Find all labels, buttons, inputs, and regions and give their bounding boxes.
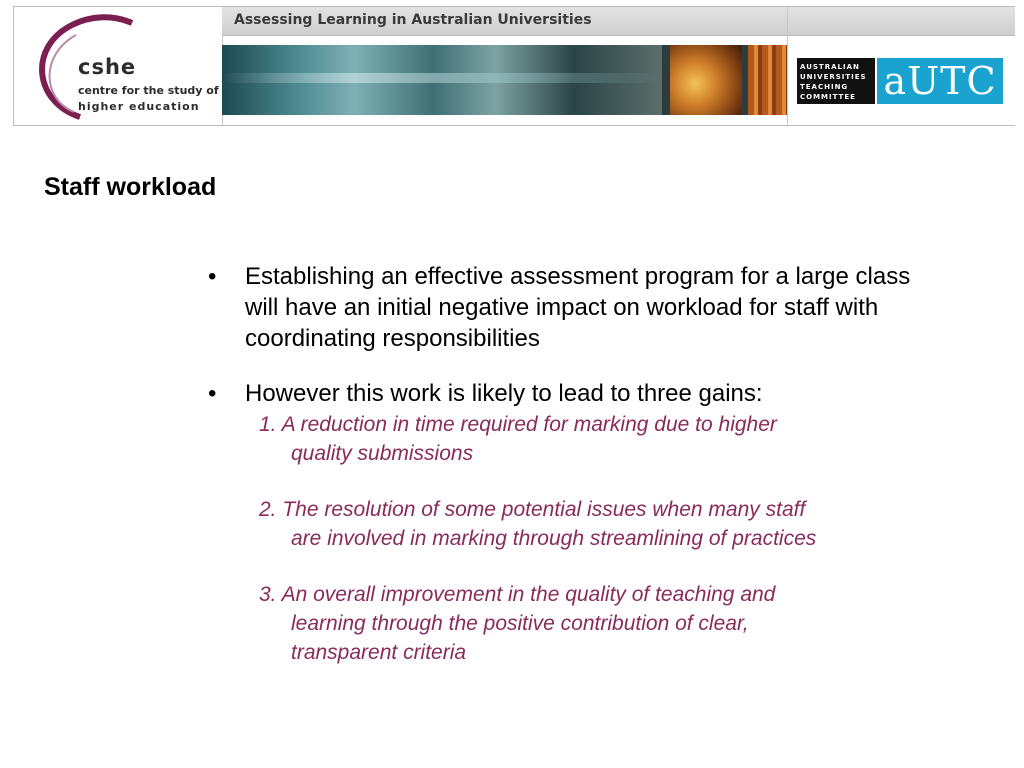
bullet-text: Establishing an effective assessment program for a large class will have an initial negative impact on workload for staff with coordinating responsibilities [245,263,911,352]
gain-text: 3. An overall improvement in the quality of teaching and [259,583,776,606]
autc-top-strip [788,7,1015,36]
slide-heading: Staff workload [44,173,217,201]
cshe-tagline-1: centre for the study of [78,84,219,97]
cshe-logo [14,7,223,125]
gain-item [259,580,959,667]
banner-image-pattern [748,45,787,115]
banner-image-lamp [670,45,742,115]
autc-logo [787,7,1015,125]
bullet-text: However this work is likely to lead to three gains: [245,380,763,407]
bullet-icon: • [208,263,217,290]
gain-text-cont: are involved in marking through streamlining of practices [291,527,817,550]
gain-item [259,495,959,553]
autc-line-2: UNIVERSITIES [800,73,867,81]
banner-title-strip [222,7,787,36]
bullet-item [208,378,928,409]
banner-image-strip [222,45,787,115]
gain-text-cont: learning through the positive contribution of clear, [291,612,749,635]
gain-item [259,410,959,468]
bullet-icon: • [208,380,217,407]
autc-line-4: COMMITTEE [800,93,856,101]
gain-text-cont: transparent criteria [291,641,467,664]
header-banner [13,6,1015,126]
bullet-item [208,261,928,354]
banner-title: Assessing Learning in Australian Universities [234,12,592,28]
gain-text-cont: quality submissions [291,442,474,465]
autc-line-3: TEACHING [800,83,849,91]
autc-name-block [797,58,875,104]
banner-image-abstract [222,45,662,115]
cshe-tagline-2: higher education [78,100,200,113]
gain-text: 1. A reduction in time required for marking due to higher [259,413,777,436]
gain-text: 2. The resolution of some potential issues when many staff [259,498,806,521]
cshe-wordmark: cshe [78,55,137,79]
autc-mark: aUTC [877,58,1003,104]
autc-line-1: AUSTRALIAN [800,63,860,71]
